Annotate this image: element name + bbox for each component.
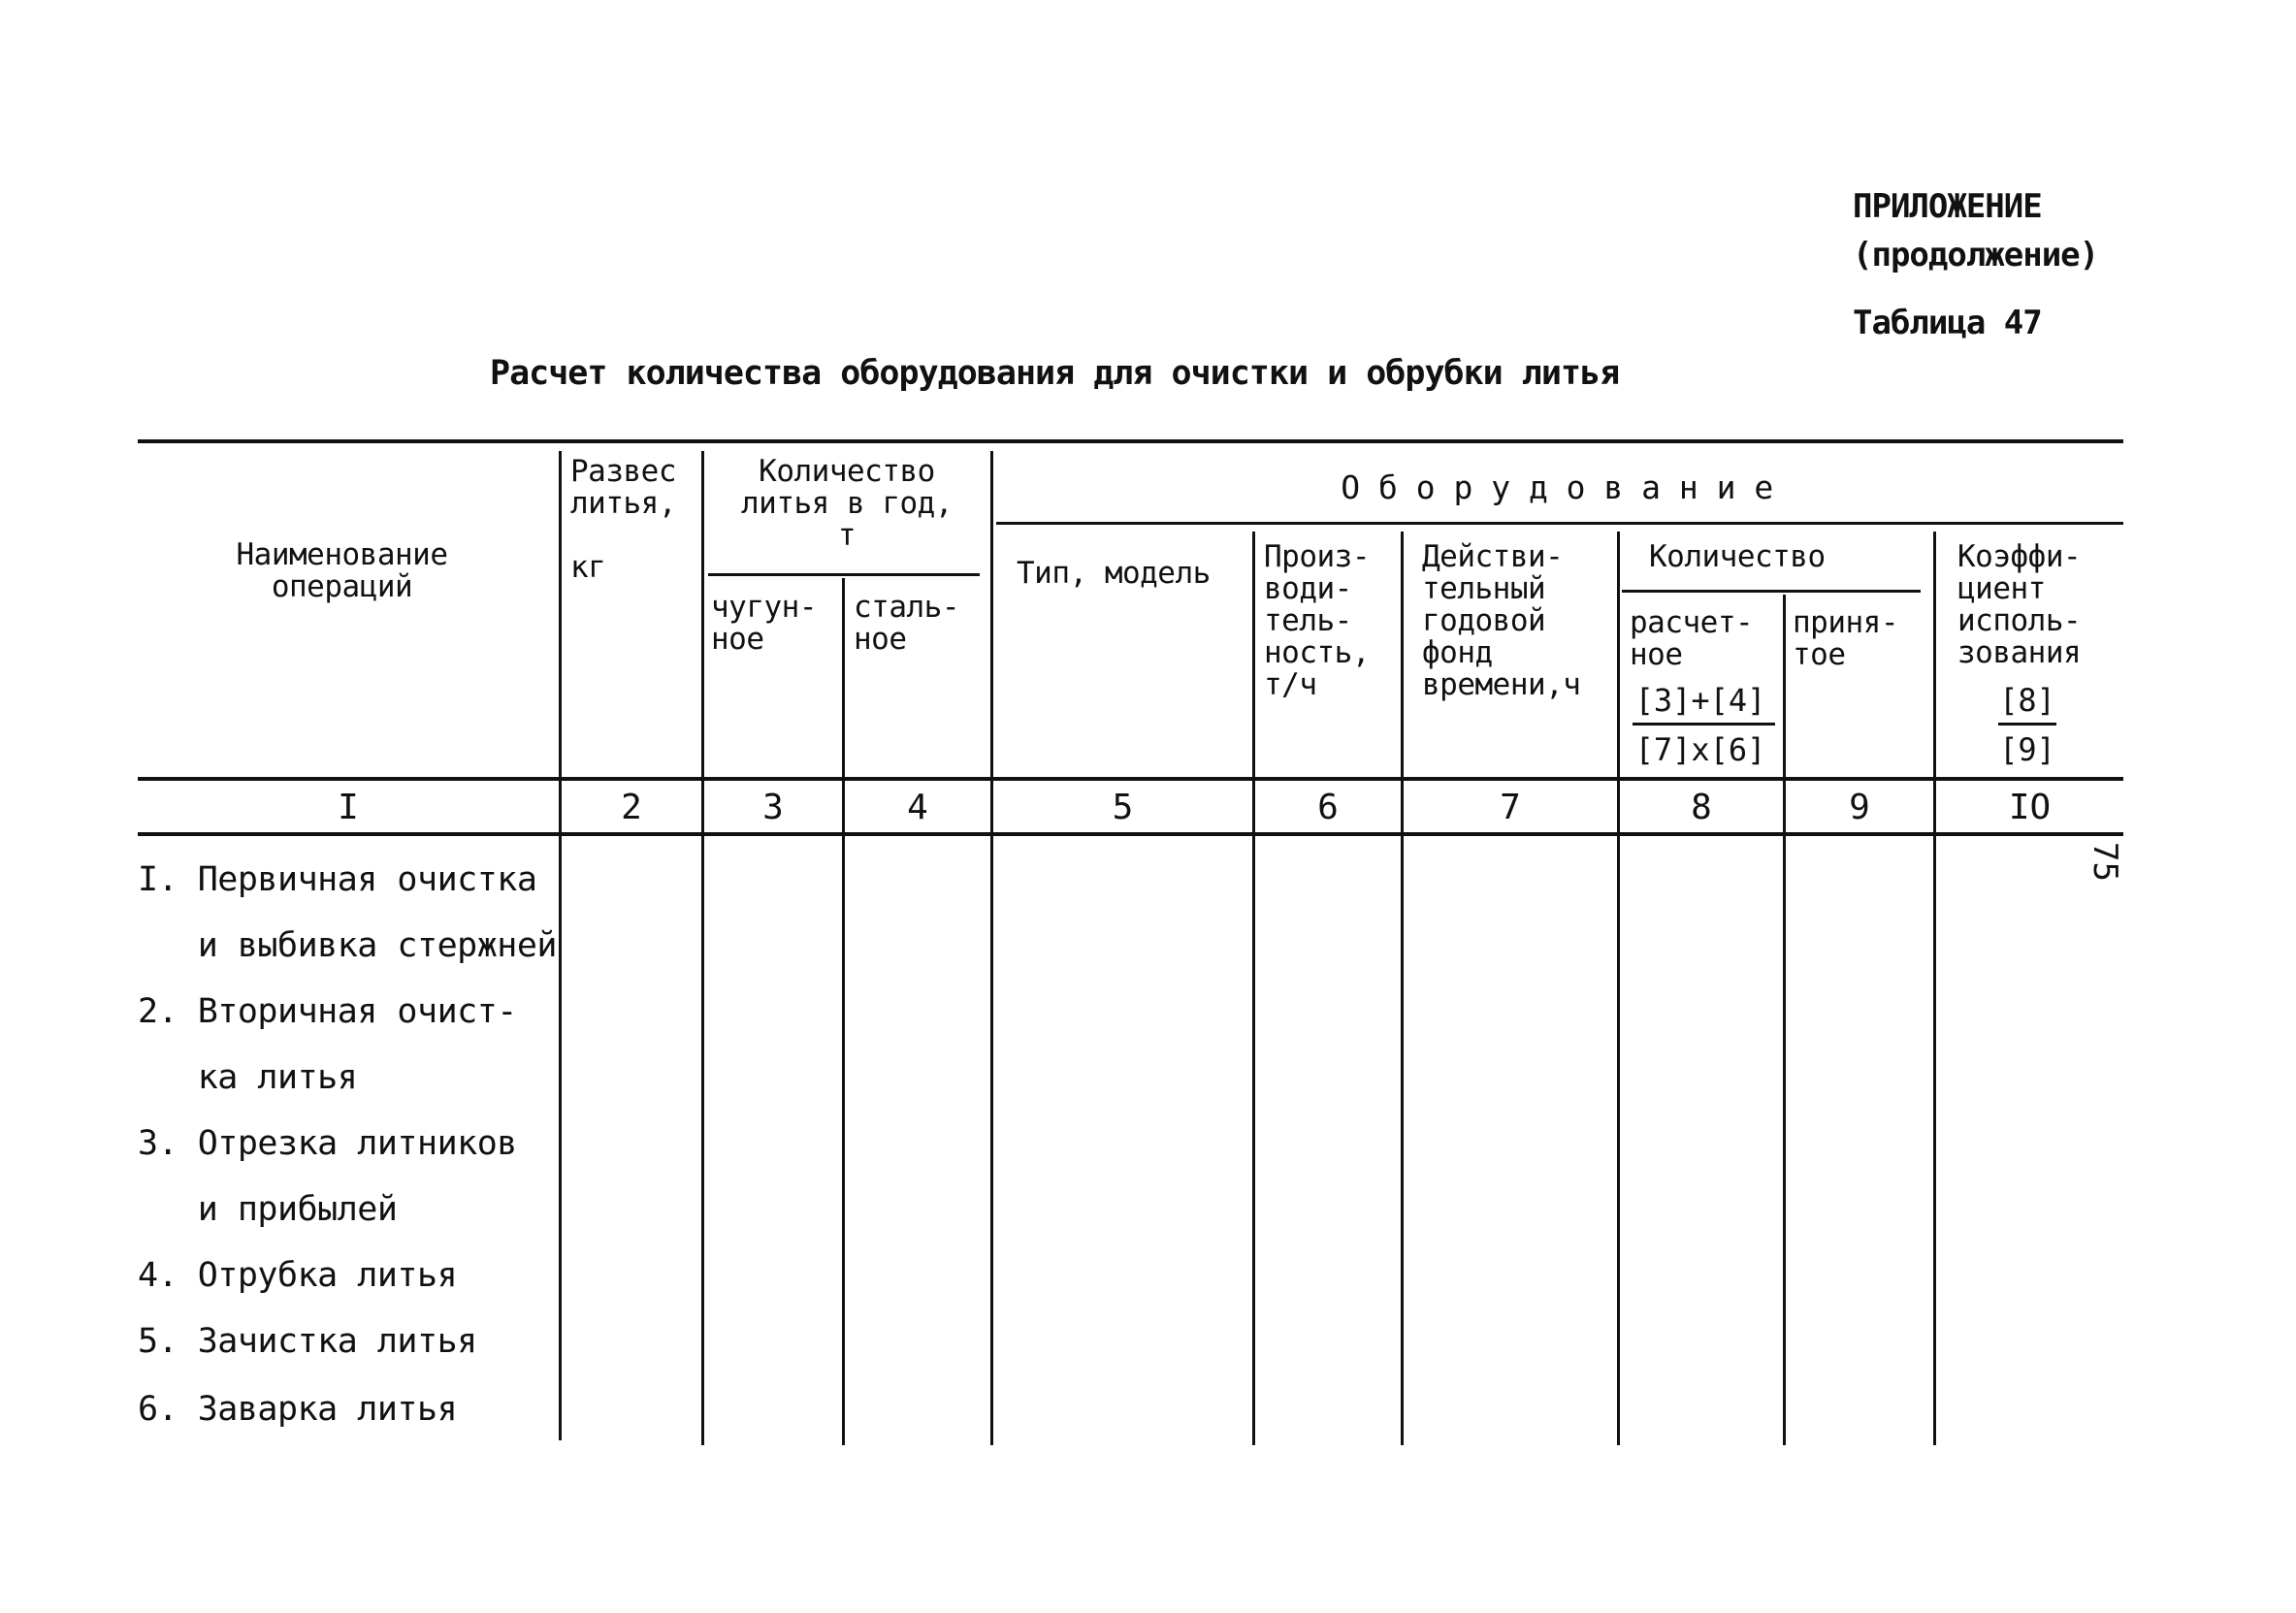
col-divider-2 <box>701 451 704 1445</box>
equipment-group-rule <box>996 522 2123 525</box>
header-equipment-group: О б о р у д о в а н и е <box>1341 468 1773 506</box>
col-divider-6 <box>1401 532 1404 1445</box>
header-type-model: Тип, модель <box>1017 556 1211 591</box>
header-time-fund: Действи- тельный годовой фонд времени,ч <box>1422 539 1581 702</box>
operation-row: и выбивка стержней <box>138 926 558 965</box>
header-productivity: Произ- води- тель- ность, т/ч <box>1264 539 1370 702</box>
formula-10-denominator: [9] <box>1999 731 2055 768</box>
header-bottom-rule <box>138 777 2123 781</box>
col-divider-9 <box>1933 532 1936 1445</box>
col-divider-4 <box>990 451 993 1445</box>
header-utilization: Коэффи- циент исполь- зования <box>1957 539 2082 670</box>
continued-label: (продолжение) <box>1853 236 2099 274</box>
column-number-5: 5 <box>1112 788 1134 827</box>
formula-10-bar <box>1998 723 2056 726</box>
header-weight: Развес литья, кг <box>570 454 676 585</box>
numbers-bottom-rule <box>138 832 2123 836</box>
table-number: Таблица 47 <box>1853 304 2042 342</box>
header-calculated: расчет- ное <box>1630 605 1754 672</box>
header-operations: Наименование операций <box>236 537 448 604</box>
operation-row: 5. Зачистка литья <box>138 1322 477 1361</box>
table-title: Расчет количества оборудования для очистки и обрубки литья <box>490 354 1620 393</box>
page-number: 75 <box>2086 842 2124 882</box>
col-divider-8 <box>1783 595 1786 1445</box>
formula-8-denominator: [7]x[6] <box>1634 731 1766 768</box>
column-number-8: 8 <box>1691 788 1712 827</box>
column-number-6: 6 <box>1317 788 1339 827</box>
col-divider-5 <box>1252 532 1255 1445</box>
operation-row: ка литья <box>138 1058 358 1097</box>
col-divider-7 <box>1617 532 1620 1445</box>
count-group-rule <box>1622 590 1921 593</box>
operation-row: 3. Отрезка литников <box>138 1124 517 1163</box>
operation-row: 2. Вторичная очист- <box>138 992 517 1031</box>
header-cast-iron: чугун- ное <box>711 590 817 657</box>
column-number-3: 3 <box>762 788 784 827</box>
formula-8-bar <box>1633 723 1775 726</box>
column-number-10: IO <box>2008 788 2052 827</box>
operation-row: и прибылей <box>138 1190 398 1229</box>
formula-8-numerator: [3]+[4] <box>1634 682 1766 719</box>
header-steel: сталь- ное <box>854 590 959 657</box>
column-number-1: I <box>338 788 359 827</box>
appendix-label: ПРИЛОЖЕНИЕ <box>1853 187 2042 226</box>
column-number-2: 2 <box>621 788 642 827</box>
operation-row: 4. Отрубка литья <box>138 1256 458 1295</box>
table-top-rule <box>138 439 2123 443</box>
quantity-group-rule <box>708 573 980 576</box>
header-accepted: приня- тое <box>1793 605 1898 672</box>
col-divider-1 <box>559 451 562 1440</box>
column-number-7: 7 <box>1500 788 1521 827</box>
header-quantity-group: Количество литья в год, т <box>741 454 953 553</box>
formula-10-numerator: [8] <box>1999 682 2055 719</box>
operation-row: I. Первичная очистка <box>138 860 537 899</box>
column-number-4: 4 <box>907 788 928 827</box>
operation-row: 6. Заварка литья <box>138 1390 458 1429</box>
col-divider-3 <box>842 578 845 1445</box>
column-number-9: 9 <box>1849 788 1870 827</box>
header-count-group: Количество <box>1649 539 1826 574</box>
